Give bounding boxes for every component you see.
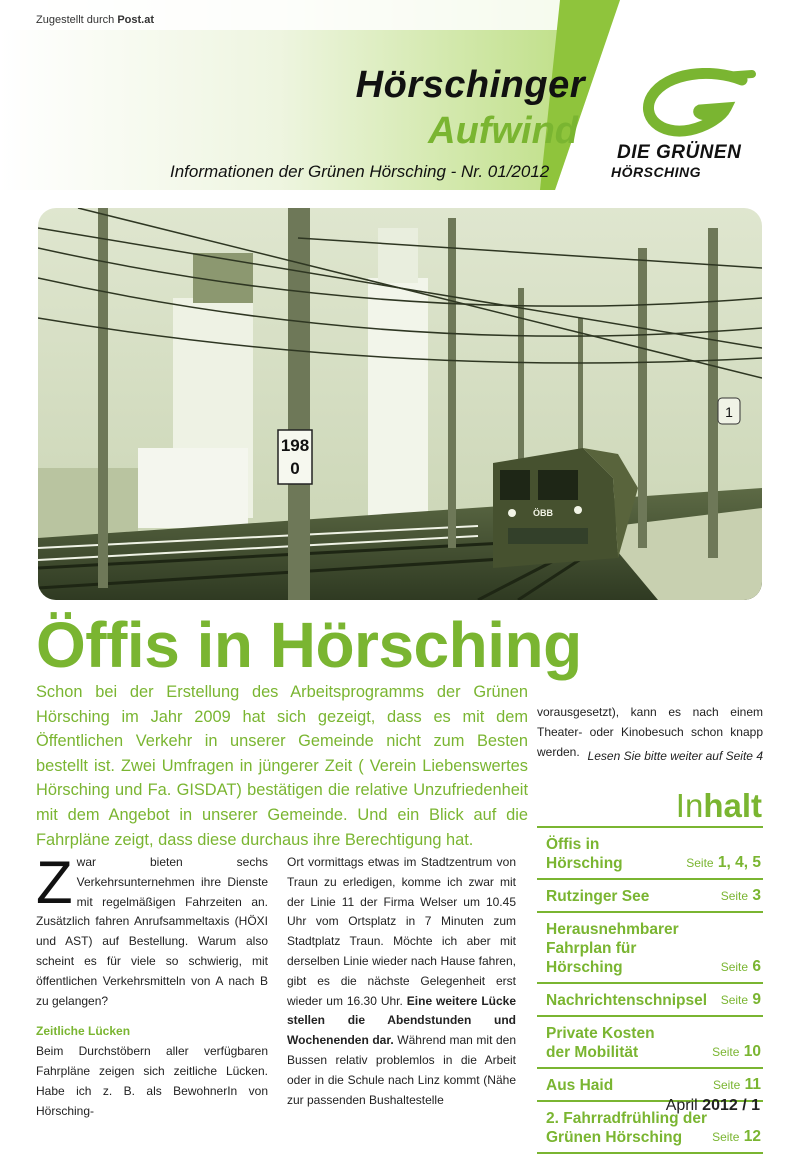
toc-item-page xyxy=(686,853,761,873)
km-sign-top: 198 xyxy=(280,436,310,455)
toc-page-label: Seite xyxy=(712,1130,740,1144)
magazine-title-line1: Hörschinger xyxy=(355,64,585,106)
toc-item-aus-haid[interactable] xyxy=(537,1067,763,1100)
toc-page-number: 6 xyxy=(752,958,761,975)
toc-item-page xyxy=(713,1075,761,1095)
column-2-bold-sentence: Eine weitere Lücke stellen die Abendstunden und Wochenenden dar. xyxy=(287,993,517,1048)
toc-item-page xyxy=(721,957,761,977)
delivery-note xyxy=(36,14,154,26)
toc-item-label: Rutzinger See xyxy=(546,888,650,905)
section-subhead: Zeitliche Lücken xyxy=(36,1024,131,1039)
delivery-note-brand: Post.at xyxy=(117,14,155,26)
toc-item-oeffis[interactable] xyxy=(537,826,763,878)
toc-page-number: 3 xyxy=(752,887,761,904)
toc-page-label: Seite xyxy=(720,960,749,974)
toc-page-label: Seite xyxy=(712,1045,740,1059)
toc-page-number: 9 xyxy=(752,991,761,1008)
page-footer xyxy=(666,1097,760,1115)
footer-issue: 2012 / 1 xyxy=(702,1097,760,1114)
toc-item-nachrichtenschnipsel[interactable] xyxy=(537,982,763,1015)
article-lead: Schon bei der Erstellung des Arbeitsprogramms der Grünen Hörsching im Jahr 2009 hat sich gezeigt, dass es mit dem Öffentlichen Verkehr in unserer Gemeinde nicht zum Besten bestellt ist. Zwei Umfragen in jüngerer Zeit ( Verein Liebenswertes Hörsching und Fa. GISDAT) bestätigen die relative Unzufriedenheit mit dem Angebot in unserer Gemeinde. Und ein Blick auf die Fahrpläne zeigt, dass diese durchaus ihre Berechtigung hat. xyxy=(36,683,528,849)
article-column-2 xyxy=(287,853,516,1110)
continue-note: Lesen Sie bitte weiter auf Seite 4 xyxy=(587,749,763,763)
toc-item-label: Aus Haid xyxy=(546,1077,614,1094)
delivery-note-prefix: Zugestellt durch xyxy=(36,14,115,26)
train-mark: ÖBB xyxy=(533,508,553,518)
toc-item-label: Öffis in Hörsching xyxy=(546,836,623,872)
column-2-paragraph-2: Während man mit den Bussen relativ problemlos in die Arbeit oder in die Schule nach Linz kommt (Nähe zur passenden Bushaltestelle xyxy=(287,1033,516,1107)
footer-month: April xyxy=(665,1097,698,1114)
article-column-1 xyxy=(36,849,268,1121)
toc-item-page xyxy=(712,1042,761,1062)
logo-text-line1: DIE GRÜNEN xyxy=(617,142,742,163)
toc-item-page xyxy=(712,1127,761,1147)
toc-page-number: 10 xyxy=(743,1043,761,1060)
toc-item-page xyxy=(721,886,761,906)
railway-photo-graphic xyxy=(38,208,762,600)
toc-item-label: Private Kosten der Mobilität xyxy=(546,1025,655,1061)
km-sign-bottom: 0 xyxy=(290,459,300,478)
article-headline: Öffis in Hörsching xyxy=(36,609,582,681)
toc-item-private-kosten[interactable] xyxy=(537,1015,763,1067)
magazine-title-line2: Aufwind xyxy=(428,110,578,152)
toc-item-label: 2. Fahrradfrühling der Grünen Hörsching xyxy=(546,1110,708,1146)
column-1-paragraph-1: war bieten sechs Verkehrsunternehmen ihre Dienste mit regelmäßigen Fahrzeiten an. Zusätzlich fahren Anrufsammeltaxis (HÖXI und AST) auf Bestellung. Warum also scheint es für viele so schwierig, mit öffentlichen Verkehrsmitteln von A nach B zu gelangen? xyxy=(36,855,268,1008)
drop-cap: Z xyxy=(36,849,73,916)
toc-item-rutzinger-see[interactable] xyxy=(537,878,763,911)
article-column-3: vorausgesetzt), kann es nach einem Theater- oder Kinobesuch schon knapp werden. xyxy=(537,705,763,759)
toc-page-label: Seite xyxy=(686,856,714,870)
toc-item-label: Herausnehmbarer Fahrplan für Hörsching xyxy=(546,921,679,976)
toc-title-light: In xyxy=(675,787,704,824)
toc-page-number: 12 xyxy=(743,1128,761,1145)
toc-item-fahrplan[interactable] xyxy=(537,911,763,982)
toc-page-number: 11 xyxy=(744,1076,761,1093)
toc-page-label: Seite xyxy=(720,993,749,1007)
toc-page-label: Seite xyxy=(720,889,749,903)
magazine-subtitle: Informationen der Grünen Hörsching - Nr. 01/2012 xyxy=(170,162,550,181)
toc-title xyxy=(676,787,762,825)
toc-title-bold: halt xyxy=(703,787,762,824)
column-1-paragraph-2: Beim Durchstöbern aller verfügbaren Fahrpläne zeigen sich zeitliche Lücken. Habe ich z. B. als BewohnerIn von Hörsching- xyxy=(36,1044,268,1118)
toc-page-label: Seite xyxy=(712,1078,741,1092)
column-2-paragraph-1: Ort vormittags etwas im Stadtzentrum von Traun zu erledigen, komme ich zwar mit der Linie 11 der Firma Welser um 10.45 Uhr vom Ortsplatz in 7 Minuten zum Stadtplatz Traun. Möchte ich aber mit derselben Linie wieder nach Hause fahren, gibt es die nächste Gelegenheit erst wieder um 16.30 Uhr. xyxy=(287,855,516,1008)
platform-sign: 1 xyxy=(725,404,733,420)
toc-item-label: Nachrichtenschnipsel xyxy=(546,992,708,1009)
toc-item-page xyxy=(721,990,761,1010)
cover-photo xyxy=(38,208,762,600)
logo-text-line2: HÖRSCHING xyxy=(611,164,702,180)
toc-page-number: 1, 4, 5 xyxy=(717,854,761,871)
